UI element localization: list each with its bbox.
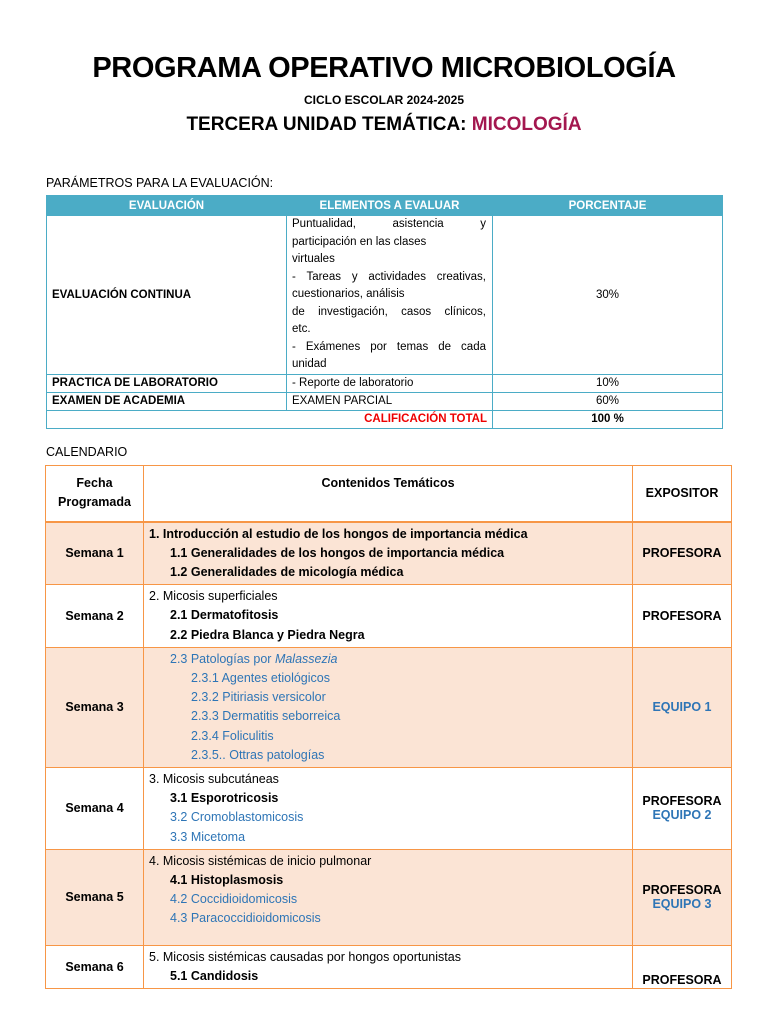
- evaluation-percent: 30%: [493, 216, 723, 375]
- presenter-cell: [633, 585, 732, 648]
- topic-line: 4. Micosis sistémicas de inicio pulmonar: [149, 853, 372, 868]
- presenter-cell: [633, 647, 732, 767]
- contents-col-header: Contenidos Temáticos: [144, 466, 633, 522]
- week-cell: Semana 1: [46, 522, 144, 585]
- evaluation-name: EXAMEN DE ACADEMIA: [47, 392, 287, 410]
- calendar-row: [46, 522, 732, 585]
- presenter-name: PROFESORA: [642, 608, 722, 623]
- topic-line: 2.3.2 Pitiriasis versicolor: [191, 690, 326, 705]
- presenter-name: EQUIPO 2: [652, 808, 712, 823]
- topic-line: 2. Micosis superficiales: [149, 589, 278, 604]
- evaluation-label: PARÁMETROS PARA LA EVALUACIÓN:: [46, 176, 274, 190]
- topic-line: 3.1 Esporotricosis: [170, 791, 279, 806]
- week-cell: Semana 5: [46, 849, 144, 945]
- topics-cell: [144, 767, 633, 849]
- date-header-line: Fecha: [76, 476, 113, 491]
- topic-line: 2.3.3 Dermatitis seborreica: [191, 709, 341, 724]
- evaluation-total-row: [47, 410, 723, 428]
- topic-line: 2.1 Dermatofitosis: [170, 608, 279, 623]
- evaluation-name: EVALUACIÓN CONTINUA: [47, 216, 287, 375]
- evaluation-table: [46, 195, 723, 429]
- calendar-row: [46, 767, 732, 849]
- presenter-name: EQUIPO 1: [652, 700, 712, 715]
- topic-line: 2.3.1 Agentes etiológicos: [191, 670, 330, 685]
- week-cell: Semana 2: [46, 585, 144, 648]
- element-line: de investigación, casos clínicos,: [292, 305, 486, 318]
- element-line: - Tareas y actividades creativas,: [292, 270, 486, 283]
- topic-line: 3.3 Micetoma: [170, 829, 246, 844]
- topics-cell: [144, 585, 633, 648]
- presenter-name: PROFESORA: [642, 794, 722, 809]
- evaluation-percent: 10%: [493, 374, 723, 392]
- presenter-cell: [633, 945, 732, 988]
- week-cell: Semana 6: [46, 945, 144, 988]
- evaluation-elements: EXAMEN PARCIAL: [287, 392, 493, 410]
- date-header-line: Programada: [58, 495, 131, 510]
- topic-line: 4.1 Histoplasmosis: [170, 872, 284, 887]
- topic-line: 3. Micosis subcutáneas: [149, 771, 279, 786]
- presenter-cell: [633, 849, 732, 945]
- topics-cell: [144, 945, 633, 988]
- unit-heading: [0, 114, 768, 136]
- calendar-table: [45, 465, 732, 989]
- element-line: Puntualidad, asistencia y: [292, 218, 486, 230]
- presenter-name: EQUIPO 3: [652, 897, 712, 912]
- topic-line: 2.3.4 Foliculitis: [191, 728, 274, 743]
- element-line: unidad: [292, 358, 327, 370]
- calendar-row: [46, 945, 732, 988]
- element-line: participación en las clases: [292, 235, 427, 248]
- topic-line: 1.1 Generalidades de los hongos de importancia médica: [170, 545, 505, 560]
- topics-cell: [144, 522, 633, 585]
- element-line: cuestionarios, análisis: [292, 288, 405, 300]
- calendar-body: [46, 522, 732, 989]
- topic-line: 5. Micosis sistémicas causadas por hongos oportunistas: [149, 949, 461, 964]
- evaluation-header-row: [47, 196, 723, 216]
- document-title: PROGRAMA OPERATIVO MICROBIOLOGÍA: [92, 52, 676, 84]
- calendar-row: [46, 585, 732, 648]
- element-line: etc.: [292, 323, 311, 335]
- topic-line: 5.1 Candidosis: [170, 968, 259, 983]
- evaluation-row: [47, 216, 723, 375]
- calendar-label: CALENDARIO: [46, 445, 128, 459]
- calendar-row: [46, 849, 732, 945]
- topic-line: 2.3 Patologías por Malassezia: [170, 651, 338, 666]
- topic-line: 2.2 Piedra Blanca y Piedra Negra: [170, 627, 365, 642]
- evaluation-name: PRACTICA DE LABORATORIO: [47, 374, 287, 392]
- evaluation-row: [47, 374, 723, 392]
- topics-cell: [144, 647, 633, 767]
- total-value: 100 %: [493, 410, 723, 428]
- calendar-header-row: [46, 466, 732, 522]
- unit-prefix: TERCERA UNIDAD TEMÁTICA:: [186, 114, 472, 135]
- elements-col-header: ELEMENTOS A EVALUAR: [287, 196, 493, 216]
- presenter-name: PROFESORA: [642, 973, 722, 988]
- topic-line: 2.3.5.. Ottras patologías: [191, 747, 325, 762]
- calendar-row: [46, 647, 732, 767]
- presenter-cell: [633, 522, 732, 585]
- evaluation-elements: - Reporte de laboratorio: [287, 374, 493, 392]
- unit-name: MICOLOGÍA: [471, 114, 582, 135]
- topic-line: 4.2 Coccidioidomicosis: [170, 892, 298, 907]
- element-line: - Exámenes por temas de cada: [292, 340, 486, 353]
- topic-line: 4.3 Paracoccidioidomicosis: [170, 911, 321, 926]
- evaluation-col-header: EVALUACIÓN: [47, 196, 287, 216]
- week-cell: Semana 3: [46, 647, 144, 767]
- topic-line: 1.2 Generalidades de micología médica: [170, 564, 404, 579]
- genus-name: Malassezia: [274, 651, 338, 666]
- topic-line: 3.2 Cromoblastomicosis: [170, 810, 304, 825]
- week-cell: Semana 4: [46, 767, 144, 849]
- presenter-name: PROFESORA: [642, 546, 722, 561]
- element-line: virtuales: [292, 253, 335, 265]
- school-cycle: CICLO ESCOLAR 2024-2025: [303, 93, 465, 107]
- presenter-col-header: EXPOSITOR: [633, 466, 732, 522]
- evaluation-row: [47, 392, 723, 410]
- date-col-header: [46, 466, 144, 522]
- topic-line: 1. Introducción al estudio de los hongos de importancia médica: [149, 526, 528, 541]
- presenter-cell: [633, 767, 732, 849]
- evaluation-percent: 60%: [493, 392, 723, 410]
- total-label: CALIFICACIÓN TOTAL: [47, 410, 493, 428]
- presenter-name: PROFESORA: [642, 883, 722, 898]
- percent-col-header: PORCENTAJE: [493, 196, 723, 216]
- topics-cell: [144, 849, 633, 945]
- evaluation-elements: [287, 216, 493, 375]
